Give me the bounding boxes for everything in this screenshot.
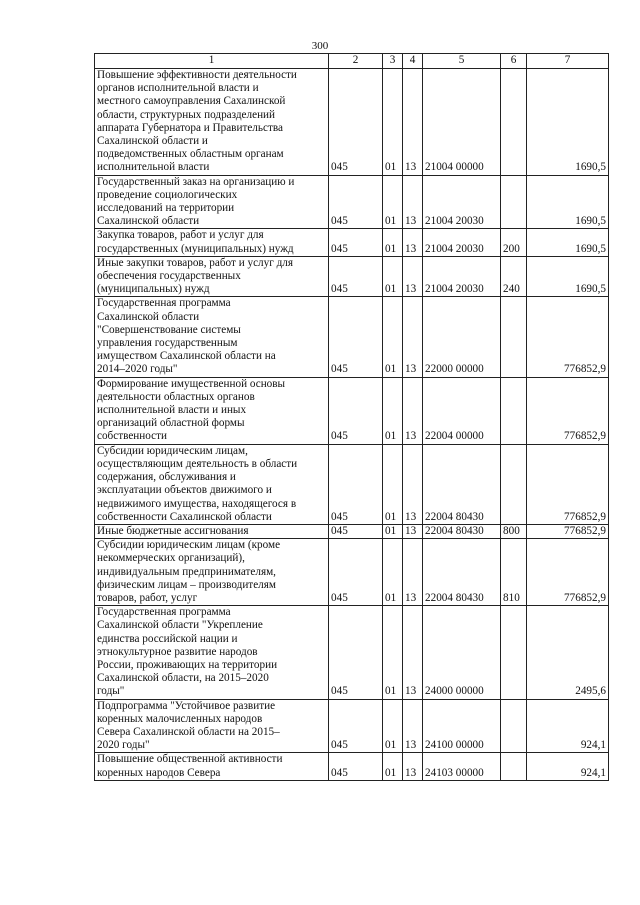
header-row: [95, 54, 609, 69]
row-amount: 924,1: [527, 753, 609, 780]
row-target-article: 24000 00000: [423, 606, 501, 699]
row-section-code: 01: [383, 69, 403, 176]
row-ministry-code: 045: [329, 297, 383, 377]
row-subsection-code: 13: [403, 444, 423, 524]
row-section-code: 01: [383, 539, 403, 606]
row-expense-type: [501, 175, 527, 229]
row-target-article: 24103 00000: [423, 753, 501, 780]
row-ministry-code: 045: [329, 753, 383, 780]
row-subsection-code: 13: [403, 524, 423, 538]
header-col-3: 3: [383, 54, 403, 69]
row-name: Закупка товаров, работ и услуг для государственных (муниципальных) нужд: [95, 229, 329, 256]
header-col-6: 6: [501, 54, 527, 69]
row-name: Государственная программа Сахалинской области "Совершенствование системы управления государственным имуществом Сахалинской области на 2014–2020 годы": [95, 297, 329, 377]
row-subsection-code: 13: [403, 297, 423, 377]
row-ministry-code: 045: [329, 256, 383, 297]
row-target-article: 22004 80430: [423, 524, 501, 538]
row-name: Повышение эффективности деятельности органов исполнительной власти и местного самоуправления Сахалинской области, структурных подразделений аппарата Губернатора и Правительства Сахалинской области и подведомственных областным органам исполнительной власти: [95, 69, 329, 176]
table-row: [95, 256, 609, 297]
table-row: [95, 377, 609, 444]
row-target-article: 21004 20030: [423, 175, 501, 229]
row-ministry-code: 045: [329, 229, 383, 256]
row-name: Государственный заказ на организацию и проведение социологических исследований на территории Сахалинской области: [95, 175, 329, 229]
row-expense-type: [501, 699, 527, 753]
row-subsection-code: 13: [403, 606, 423, 699]
row-ministry-code: 045: [329, 377, 383, 444]
row-expense-type: [501, 297, 527, 377]
row-section-code: 01: [383, 606, 403, 699]
row-amount: 1690,5: [527, 69, 609, 176]
row-expense-type: 810: [501, 539, 527, 606]
row-name: Государственная программа Сахалинской области "Укрепление единства российской нации и этнокультурное развитие народов России, проживающих на территории Сахалинской области, на 2015–2020 годы": [95, 606, 329, 699]
row-name: Субсидии юридическим лицам (кроме некоммерческих организаций), индивидуальным предпринимателям, физическим лицам – производителям товаров, работ, услуг: [95, 539, 329, 606]
table-row: [95, 753, 609, 780]
row-name: Подпрограмма "Устойчивое развитие коренных малочисленных народов Севера Сахалинской области на 2015– 2020 годы": [95, 699, 329, 753]
header-col-5: 5: [423, 54, 501, 69]
row-section-code: 01: [383, 699, 403, 753]
row-expense-type: 200: [501, 229, 527, 256]
row-ministry-code: 045: [329, 699, 383, 753]
row-expense-type: [501, 753, 527, 780]
table-row: [95, 229, 609, 256]
row-amount: 776852,9: [527, 297, 609, 377]
row-ministry-code: 045: [329, 606, 383, 699]
row-ministry-code: 045: [329, 539, 383, 606]
row-section-code: 01: [383, 444, 403, 524]
row-expense-type: 800: [501, 524, 527, 538]
row-amount: 776852,9: [527, 377, 609, 444]
row-amount: 1690,5: [527, 256, 609, 297]
row-target-article: 22004 80430: [423, 444, 501, 524]
page-number: 300: [311, 40, 329, 52]
row-amount: 776852,9: [527, 444, 609, 524]
row-target-article: 22004 00000: [423, 377, 501, 444]
row-name: Иные закупки товаров, работ и услуг для обеспечения государственных (муниципальных) нужд: [95, 256, 329, 297]
row-expense-type: [501, 606, 527, 699]
row-subsection-code: 13: [403, 256, 423, 297]
row-subsection-code: 13: [403, 175, 423, 229]
table-row: [95, 69, 609, 176]
row-amount: 776852,9: [527, 524, 609, 538]
row-subsection-code: 13: [403, 539, 423, 606]
row-expense-type: [501, 69, 527, 176]
row-name: Иные бюджетные ассигнования: [95, 524, 329, 538]
row-amount: 776852,9: [527, 539, 609, 606]
row-subsection-code: 13: [403, 69, 423, 176]
row-ministry-code: 045: [329, 524, 383, 538]
row-ministry-code: 045: [329, 175, 383, 229]
row-section-code: 01: [383, 229, 403, 256]
row-subsection-code: 13: [403, 753, 423, 780]
header-col-2: 2: [329, 54, 383, 69]
budget-table: [94, 53, 609, 781]
header-col-4: 4: [403, 54, 423, 69]
row-target-article: 21004 20030: [423, 229, 501, 256]
row-section-code: 01: [383, 175, 403, 229]
row-amount: 924,1: [527, 699, 609, 753]
row-target-article: 22000 00000: [423, 297, 501, 377]
row-section-code: 01: [383, 377, 403, 444]
row-ministry-code: 045: [329, 69, 383, 176]
row-section-code: 01: [383, 297, 403, 377]
row-expense-type: [501, 377, 527, 444]
row-expense-type: [501, 444, 527, 524]
row-name: Формирование имущественной основы деятельности областных органов исполнительной власти и иных организаций областной формы собственности: [95, 377, 329, 444]
table-row: [95, 539, 609, 606]
row-subsection-code: 13: [403, 699, 423, 753]
row-section-code: 01: [383, 524, 403, 538]
row-amount: 1690,5: [527, 229, 609, 256]
row-ministry-code: 045: [329, 444, 383, 524]
table-row: [95, 175, 609, 229]
table-row: [95, 444, 609, 524]
table-row: [95, 699, 609, 753]
header-col-1: 1: [95, 54, 329, 69]
table-row: [95, 297, 609, 377]
row-target-article: 21004 20030: [423, 256, 501, 297]
row-name: Повышение общественной активности коренных народов Севера: [95, 753, 329, 780]
row-target-article: 22004 80430: [423, 539, 501, 606]
row-section-code: 01: [383, 753, 403, 780]
row-amount: 1690,5: [527, 175, 609, 229]
row-section-code: 01: [383, 256, 403, 297]
header-col-7: 7: [527, 54, 609, 69]
row-name: Субсидии юридическим лицам, осуществляющим деятельность в области содержания, обслуживания и эксплуатации объектов движимого и недвижимого имущества, находящегося в собственности Сахалинской области: [95, 444, 329, 524]
row-expense-type: 240: [501, 256, 527, 297]
row-subsection-code: 13: [403, 229, 423, 256]
row-target-article: 21004 00000: [423, 69, 501, 176]
table-row: [95, 524, 609, 538]
row-amount: 2495,6: [527, 606, 609, 699]
row-target-article: 24100 00000: [423, 699, 501, 753]
table-row: [95, 606, 609, 699]
row-subsection-code: 13: [403, 377, 423, 444]
